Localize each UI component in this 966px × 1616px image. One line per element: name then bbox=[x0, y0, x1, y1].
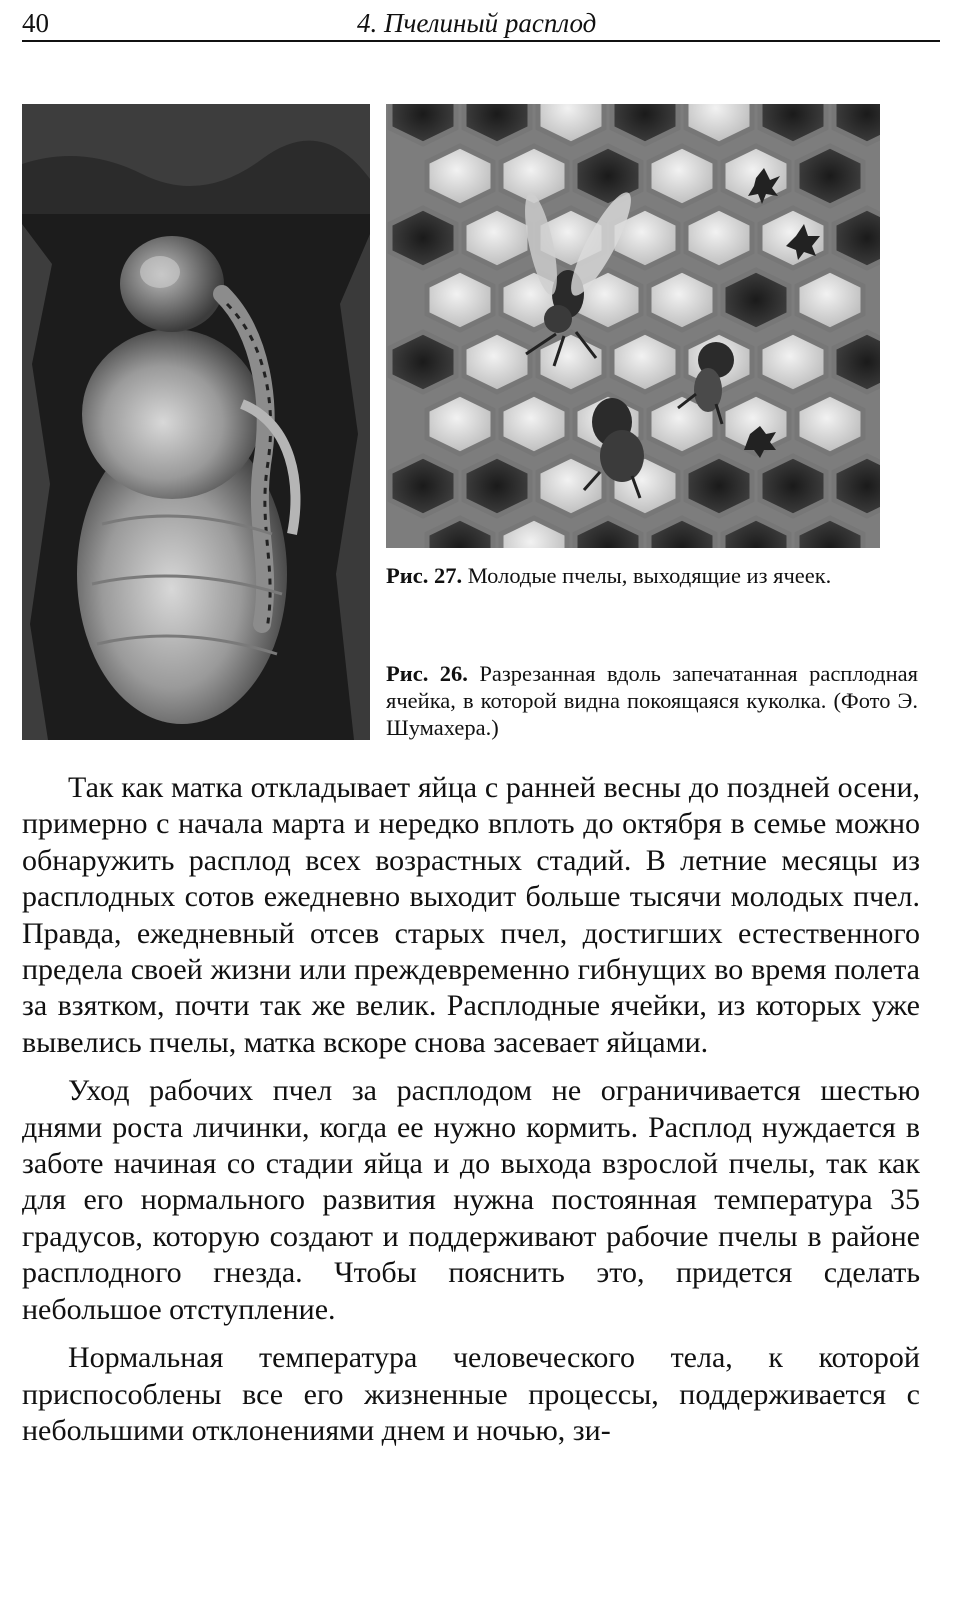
figure-26-caption-text: Разрезанная вдоль запечатанная расплодная ячейка, в которой видна покоящаяся куколка. (Фото Э. Шумахера.) bbox=[386, 661, 919, 740]
pupa-illustration bbox=[22, 104, 370, 740]
paragraph: Так как матка откладывает яйца с ранней весны до поздней осени, примерно с начала марта и нередко вплоть до октября в семье можно обнаружить расплод всех возрастных стадий. В летние месяцы из расплодных сотов ежедневно выходит больше тысячи молодых пчел. Правда, ежедневный отсев старых пчел, достигших естественного предела своей жизни или преждевременно гибнущих во время полета за взятком, почти так же велик. Расплодные ячейки, из которых уже вывелись пчелы, матка вскоре снова засевает яйцами. bbox=[22, 771, 920, 1059]
figure-27-photo bbox=[386, 104, 880, 548]
figure-27-caption bbox=[386, 562, 918, 589]
figure-27-label: Рис. 27. bbox=[386, 563, 463, 588]
figure-26-photo bbox=[22, 104, 370, 740]
figure-26-label: Рис. 26. bbox=[386, 661, 468, 686]
running-header bbox=[22, 6, 940, 42]
paragraph: Нормальная температура человеческого тела, к которой приспособлены все его жизненные процессы, поддерживается с небольшими отклонениями днем и ночью, зи- bbox=[22, 1341, 920, 1447]
paragraph: Уход рабочих пчел за расплодом не ограничивается шестью днями роста личинки, когда ее нужно кормить. Расплод нуждается в заботе начиная со стадии яйца и до выхода взрослой пчелы, так как для его нормального развития нужна постоянная температура 35 градусов, которую создают и поддерживают рабочие пчелы в районе расплодного гнезда. Чтобы пояснить это, придется сделать небольшое отступление. bbox=[22, 1074, 920, 1326]
body-text bbox=[22, 770, 920, 1449]
figure-26-caption bbox=[386, 660, 918, 741]
honeycomb-illustration bbox=[386, 104, 880, 548]
page-number: 40 bbox=[22, 8, 49, 38]
running-title: 4. Пчелиный расплод bbox=[357, 8, 597, 38]
figure-27-caption-text: Молодые пчелы, выходящие из ячеек. bbox=[467, 563, 832, 588]
